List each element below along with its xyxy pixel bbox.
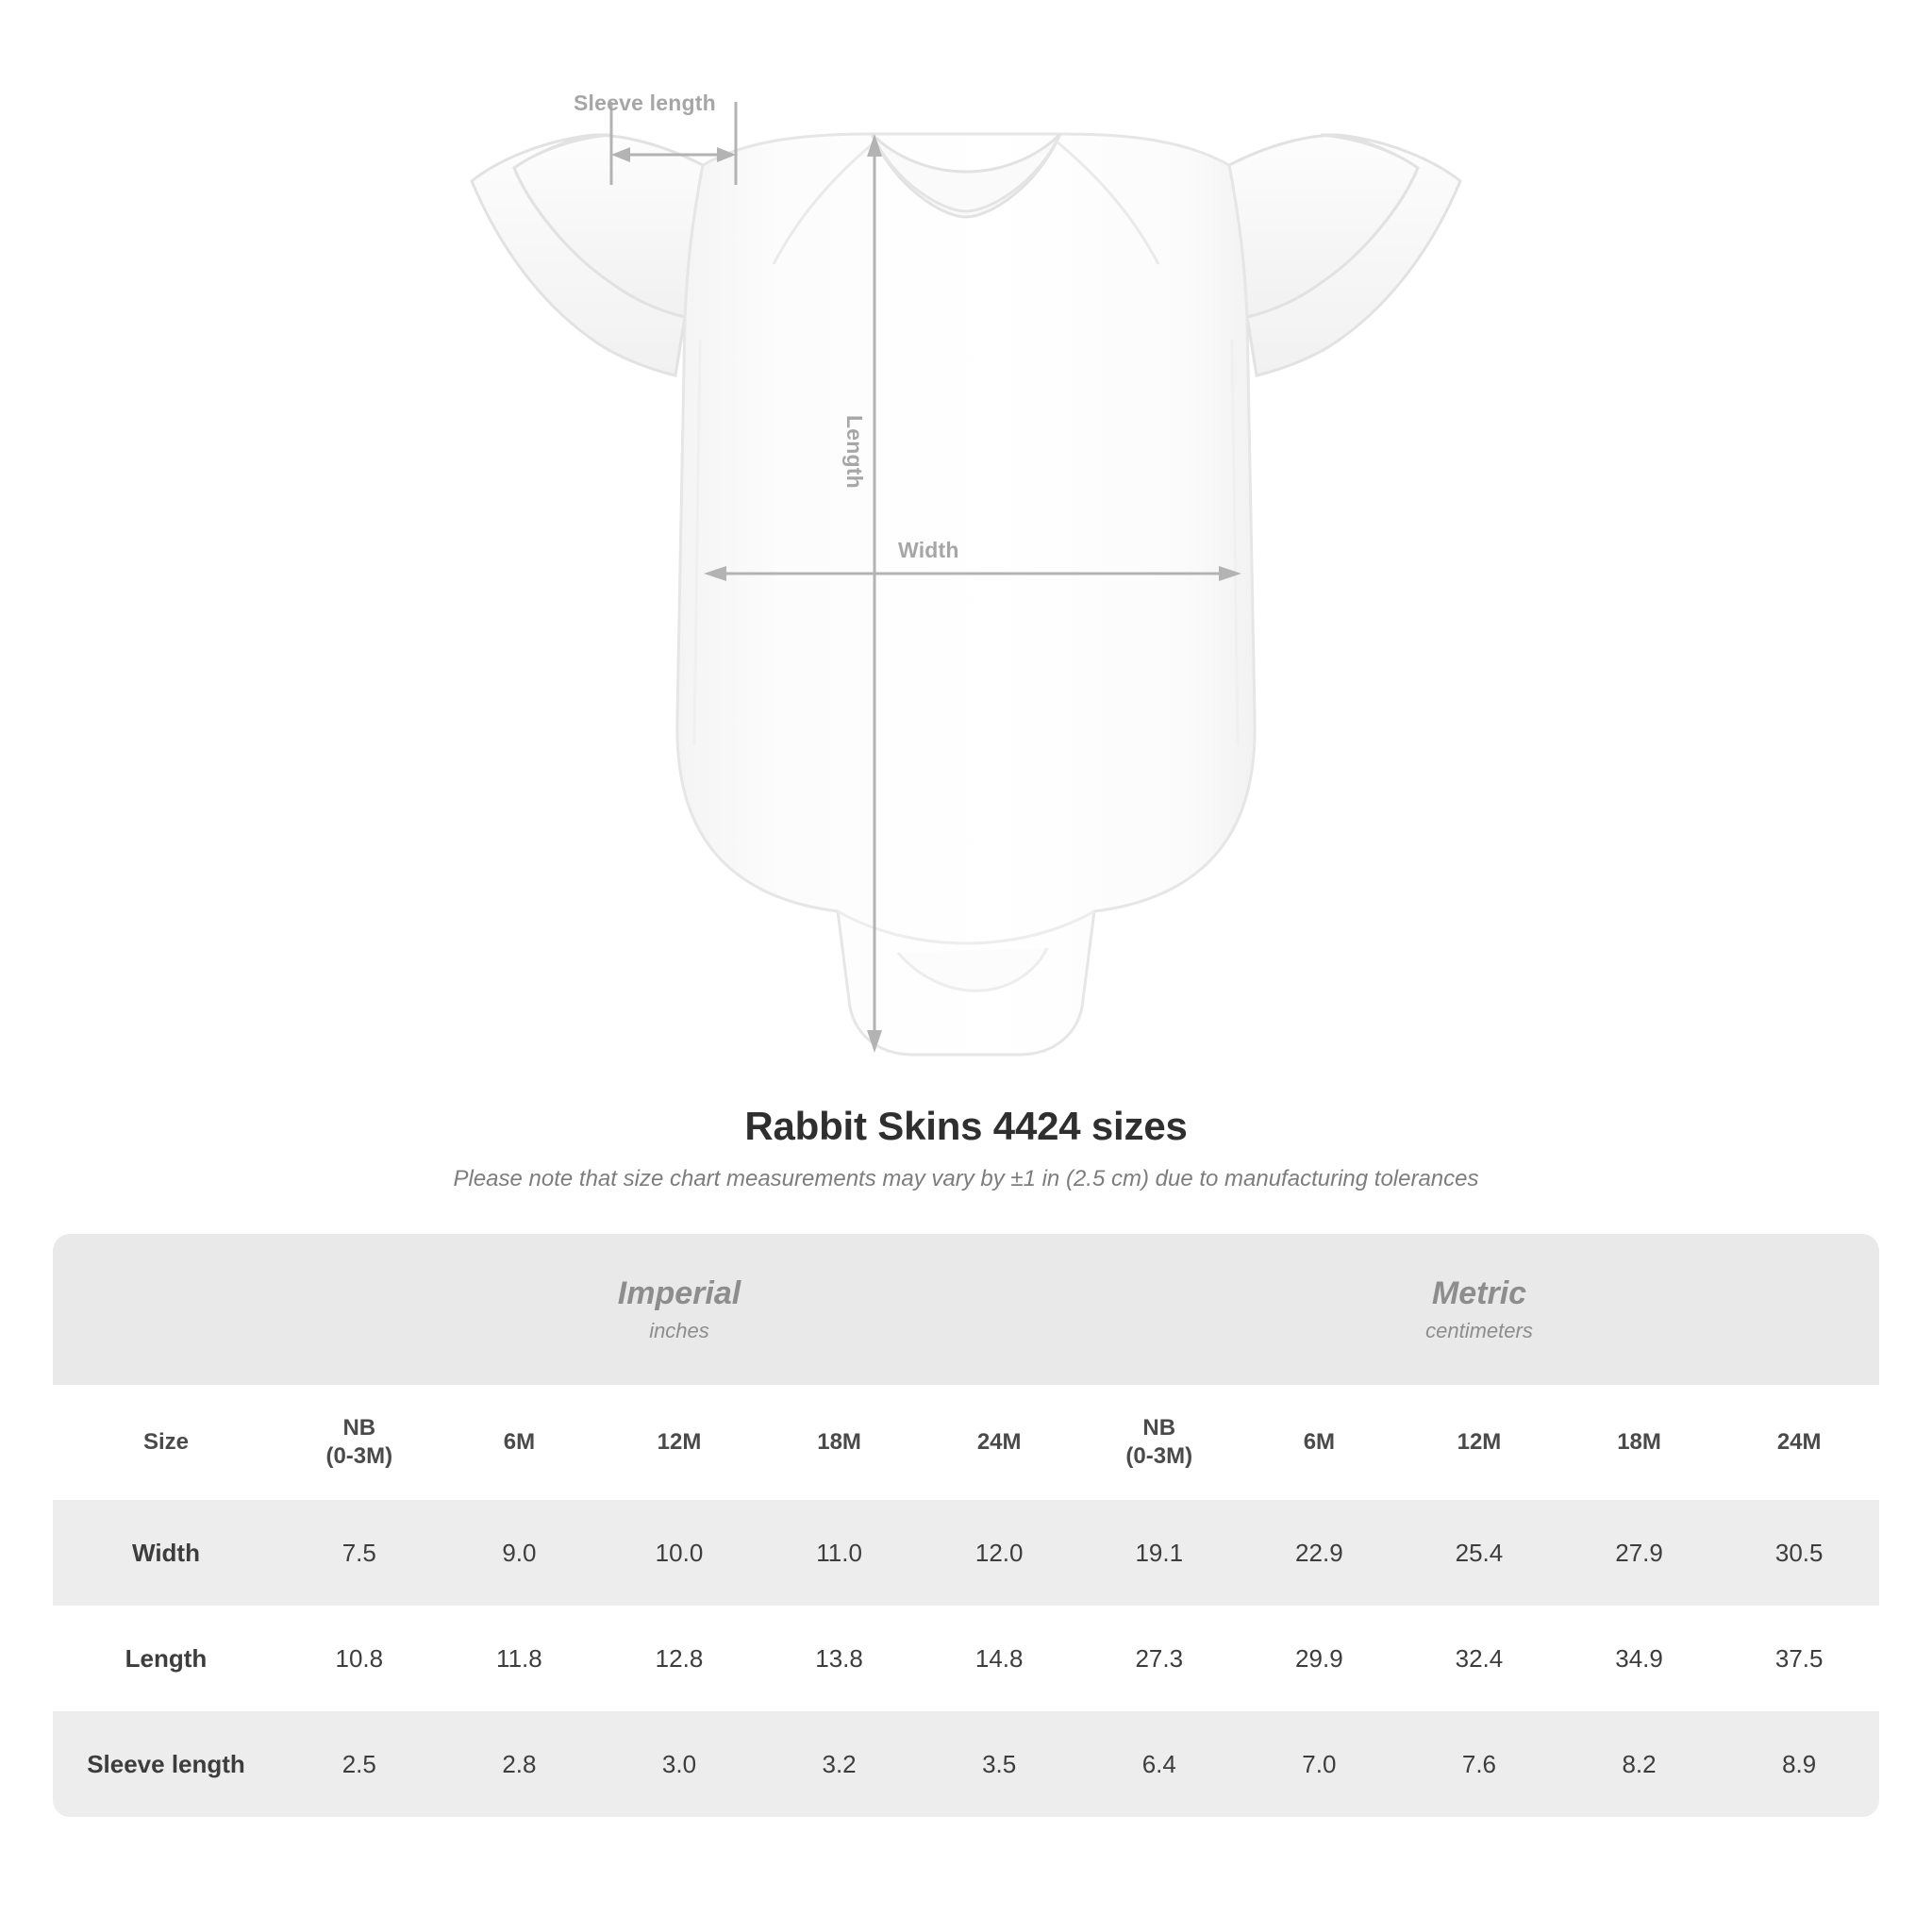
size-header-row	[53, 1385, 1879, 1500]
sleeve-length-label: Sleeve length	[574, 91, 716, 115]
cell-length-metric-18m: 34.9	[1559, 1606, 1720, 1711]
cell-width-imperial-12m: 10.0	[599, 1500, 759, 1606]
cell-sleeve-metric-24m: 8.9	[1719, 1711, 1879, 1817]
title-block	[0, 1104, 1932, 1192]
column-header-imperial-12m: 12M	[599, 1385, 759, 1500]
tolerance-note: Please note that size chart measurements may vary by ±1 in (2.5 cm) due to manufacturing tolerances	[453, 1166, 1479, 1191]
row-label-length: Length	[53, 1606, 279, 1711]
cell-sleeve-metric-18m: 8.2	[1559, 1711, 1720, 1817]
cell-length-imperial-24m: 14.8	[919, 1606, 1079, 1711]
table-row	[53, 1606, 1879, 1711]
size-table-wrapper	[53, 1234, 1879, 1817]
column-header-imperial-6m: 6M	[440, 1385, 600, 1500]
column-header-imperial-18m: 18M	[759, 1385, 920, 1500]
cell-sleeve-imperial-6m: 2.8	[440, 1711, 600, 1817]
cell-width-metric-nb: 19.1	[1079, 1500, 1240, 1606]
row-label-width: Width	[53, 1500, 279, 1606]
cell-sleeve-imperial-12m: 3.0	[599, 1711, 759, 1817]
size-table	[53, 1234, 1879, 1817]
cell-length-imperial-18m: 13.8	[759, 1606, 920, 1711]
cell-length-metric-nb: 27.3	[1079, 1606, 1240, 1711]
cell-sleeve-imperial-nb: 2.5	[279, 1711, 440, 1817]
cell-sleeve-imperial-18m: 3.2	[759, 1711, 920, 1817]
column-header-metric-nb	[1079, 1385, 1240, 1500]
cell-sleeve-metric-6m: 7.0	[1240, 1711, 1400, 1817]
unit-imperial-cell	[279, 1234, 1079, 1385]
column-header-metric-18m: 18M	[1559, 1385, 1720, 1500]
cell-length-metric-24m: 37.5	[1719, 1606, 1879, 1711]
column-header-imperial-24m: 24M	[919, 1385, 1079, 1500]
column-header-metric-24m: 24M	[1719, 1385, 1879, 1500]
column-header-line1: NB	[1142, 1415, 1176, 1441]
cell-width-metric-12m: 25.4	[1399, 1500, 1559, 1606]
page-title: Rabbit Skins 4424 sizes	[744, 1104, 1188, 1148]
cell-length-imperial-nb: 10.8	[279, 1606, 440, 1711]
unit-imperial-title: Imperial	[617, 1275, 741, 1312]
column-header-line1: NB	[342, 1415, 376, 1441]
cell-length-metric-6m: 29.9	[1240, 1606, 1400, 1711]
size-header-label: Size	[53, 1385, 279, 1500]
table-row	[53, 1711, 1879, 1817]
table-row	[53, 1500, 1879, 1606]
unit-metric-title: Metric	[1431, 1275, 1527, 1312]
column-header-metric-12m: 12M	[1399, 1385, 1559, 1500]
row-label-sleeve-length: Sleeve length	[53, 1711, 279, 1817]
column-header-line2: (0-3M)	[325, 1443, 393, 1469]
unit-metric-sub: centimeters	[1425, 1318, 1533, 1342]
unit-spacer-cell	[53, 1234, 279, 1385]
cell-width-imperial-24m: 12.0	[919, 1500, 1079, 1606]
cell-sleeve-imperial-24m: 3.5	[919, 1711, 1079, 1817]
length-label: Length	[842, 415, 867, 489]
cell-width-metric-6m: 22.9	[1240, 1500, 1400, 1606]
cell-length-imperial-12m: 12.8	[599, 1606, 759, 1711]
unit-header-row	[53, 1234, 1879, 1385]
column-header-metric-6m: 6M	[1240, 1385, 1400, 1500]
cell-width-metric-18m: 27.9	[1559, 1500, 1720, 1606]
cell-length-metric-12m: 32.4	[1399, 1606, 1559, 1711]
width-label: Width	[898, 538, 959, 562]
cell-sleeve-metric-nb: 6.4	[1079, 1711, 1240, 1817]
cell-width-imperial-18m: 11.0	[759, 1500, 920, 1606]
cell-sleeve-metric-12m: 7.6	[1399, 1711, 1559, 1817]
cell-width-imperial-6m: 9.0	[440, 1500, 600, 1606]
cell-length-imperial-6m: 11.8	[440, 1606, 600, 1711]
unit-imperial-sub: inches	[649, 1318, 709, 1342]
cell-width-metric-24m: 30.5	[1719, 1500, 1879, 1606]
column-header-imperial-nb	[279, 1385, 440, 1500]
unit-metric-cell	[1079, 1234, 1879, 1385]
column-header-line2: (0-3M)	[1125, 1443, 1193, 1469]
cell-width-imperial-nb: 7.5	[279, 1500, 440, 1606]
